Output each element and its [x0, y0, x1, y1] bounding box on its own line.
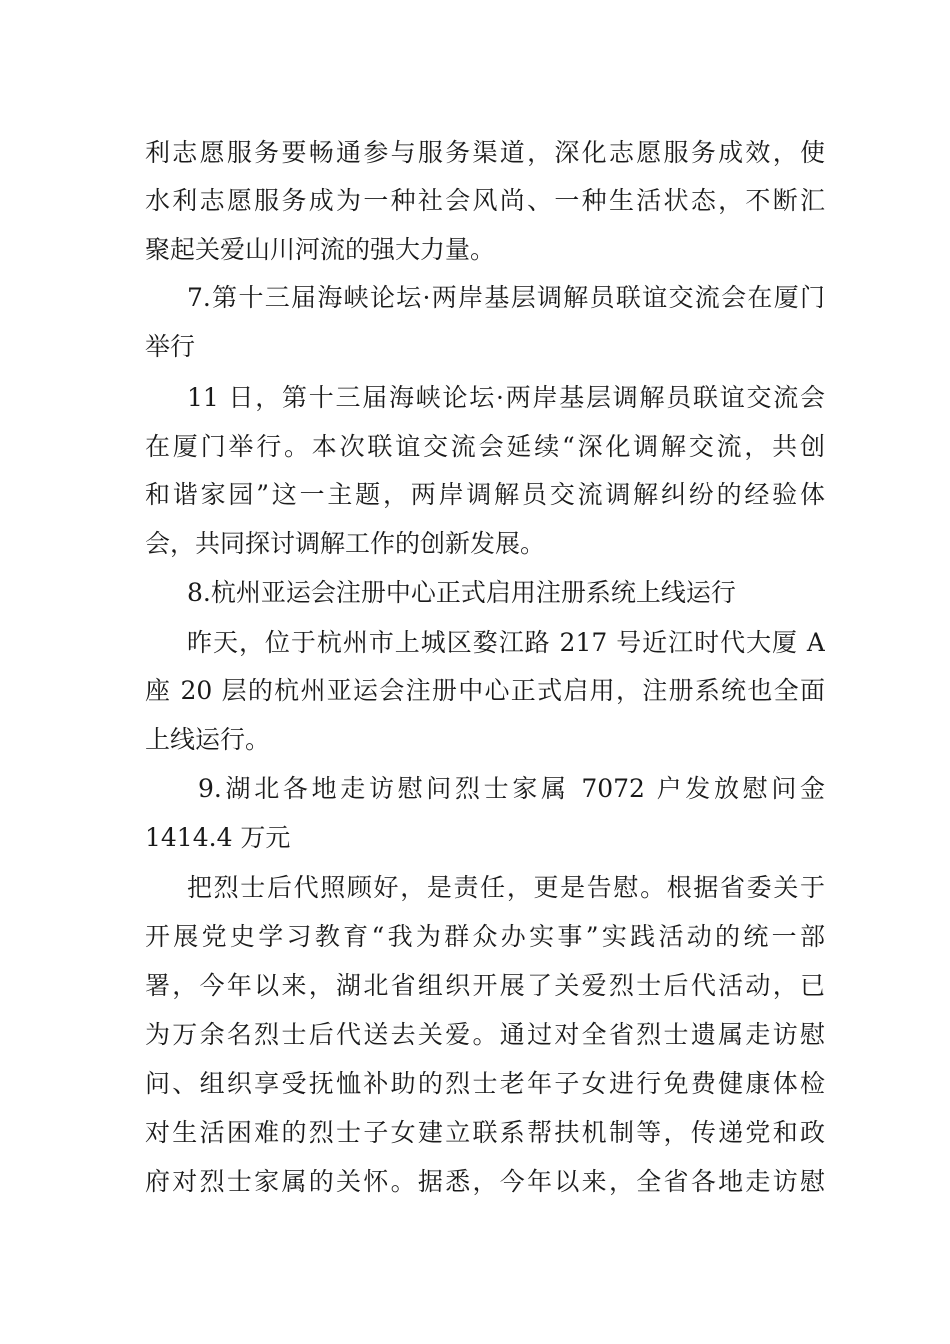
text-line: 开展党史学习教育“我为群众办实事”实践活动的统一部 [145, 922, 825, 951]
text-line: 利志愿服务要畅通参与服务渠道，深化志愿服务成效，使 [145, 138, 825, 167]
text-line: 聚起关爱山川河流的强大力量。 [145, 235, 496, 264]
section-heading-7: 7.第十三届海峡论坛·两岸基层调解员联谊交流会在厦门 [187, 283, 825, 312]
text-line: 座 20 层的杭州亚运会注册中心正式启用，注册系统也全面 [145, 676, 825, 705]
text-line: 会，共同探讨调解工作的创新发展。 [145, 529, 546, 558]
text-line: 昨天，位于杭州市上城区婺江路 217 号近江时代大厦 A [187, 628, 825, 657]
text-line: 上线运行。 [145, 725, 271, 754]
text-line: 署，今年以来，湖北省组织开展了关爱烈士后代活动，已 [145, 971, 825, 1000]
text-line: 把烈士后代照顾好，是责任，更是告慰。根据省委关于 [187, 873, 825, 902]
section-heading-9: 9.湖北各地走访慰问烈士家属 7072 户发放慰问金 [198, 774, 825, 803]
text-line: 水利志愿服务成为一种社会风尚、一种生活状态，不断汇 [145, 186, 825, 215]
section-heading-7-cont: 举行 [145, 332, 196, 361]
text-line: 11 日，第十三届海峡论坛·两岸基层调解员联谊交流会 [187, 383, 825, 412]
section-heading-8: 8.杭州亚运会注册中心正式启用注册系统上线运行 [187, 578, 736, 607]
text-line: 府对烈士家属的关怀。据悉，今年以来，全省各地走访慰 [145, 1167, 825, 1196]
text-line: 对生活困难的烈士子女建立联系帮扶机制等，传递党和政 [145, 1118, 825, 1147]
text-line: 在厦门举行。本次联谊交流会延续“深化调解交流，共创 [145, 432, 825, 461]
section-heading-9-cont: 1414.4 万元 [145, 823, 291, 852]
text-line: 问、组织享受抚恤补助的烈士老年子女进行免费健康体检 [145, 1069, 825, 1098]
text-line: 和谐家园”这一主题，两岸调解员交流调解纠纷的经验体 [145, 480, 825, 509]
text-line: 为万余名烈士后代送去关爱。通过对全省烈士遗属走访慰 [145, 1020, 825, 1049]
